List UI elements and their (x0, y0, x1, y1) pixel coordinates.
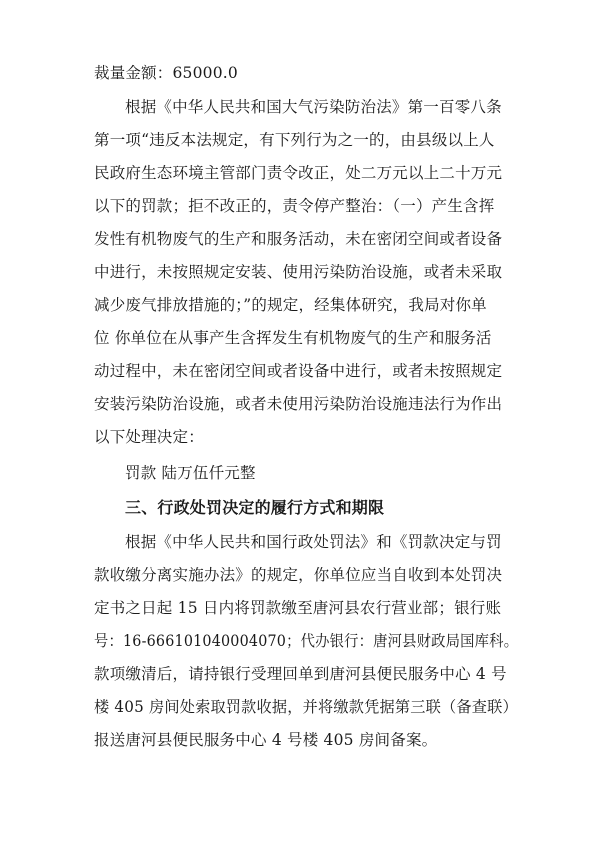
text-line: 根据《中华人民共和国行政处罚法》和《罚款决定与罚 (125, 533, 502, 551)
text-line: 中进行，未按照规定安装、使用污染防治设施，或者未采取 (94, 263, 503, 281)
text-line: 第一项“违反本法规定，有下列行为之一的，由县级以上人 (94, 131, 495, 149)
text-line: 款项缴清后，请持银行受理回单到唐河县便民服务中心 4 号 (94, 665, 507, 683)
text-line: 楼 405 房间处索取罚款收据，并将缴款凭据第三联（备查联） (94, 698, 518, 716)
text-line: 款收缴分离实施办法》的规定，你单位应当自收到本处罚决 (94, 566, 503, 584)
text-line: 位 你单位在从事产生含挥发生有机物废气的生产和服务活 (94, 329, 492, 347)
penalty-line: 罚款 陆万伍仟元整 (125, 464, 256, 482)
text-line: 安装污染防治设施，或者未使用污染防治设施违法行为作出 (94, 395, 503, 413)
section-heading: 三、行政处罚决定的履行方式和期限 (125, 498, 385, 517)
text-line: 动过程中，未在密闭空间或者设备中进行，或者未按照规定 (94, 362, 503, 380)
amount-line: 裁量金额：65000.0 (94, 64, 238, 82)
text-line: 以下的罚款；拒不改正的，责令停产整治：（一）产生含挥 (94, 197, 495, 215)
text-line: 报送唐河县便民服务中心 4 号楼 405 房间备案。 (94, 731, 438, 749)
text-line: 减少废气排放措施的；”的规定，经集体研究，我局对你单 (94, 296, 487, 314)
text-line: 定书之日起 15 日内将罚款缴至唐河县农行营业部；银行账 (94, 599, 502, 617)
text-line: 民政府生态环境主管部门责令改正，处二万元以上二十万元 (94, 164, 503, 182)
text-line: 以下处理决定： (94, 428, 204, 446)
text-line: 号：16-666101040004070；代办银行：唐河县财政局国库科。 (94, 632, 519, 650)
text-line: 发性有机物废气的生产和服务活动，未在密闭空间或者设备 (94, 230, 503, 248)
text-line: 根据《中华人民共和国大气污染防治法》第一百零八条 (125, 98, 502, 116)
